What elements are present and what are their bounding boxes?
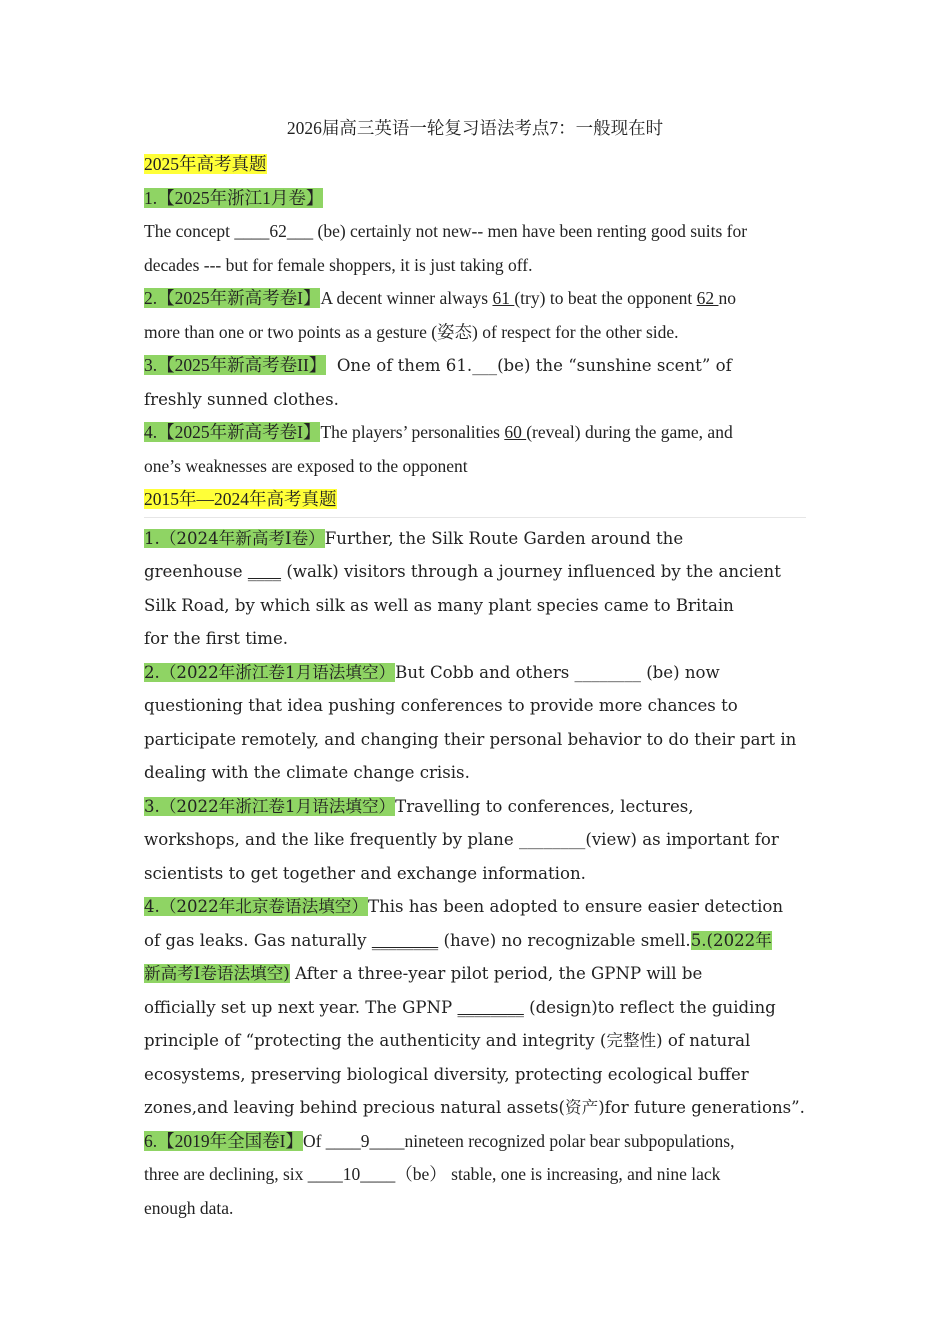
question-tag: 5.(2022年 xyxy=(690,930,772,950)
question-item: 2.【2025年新高考卷I】A decent winner always 61 (try) to beat the opponent 62 no xyxy=(144,288,736,308)
answer-blank: ____ xyxy=(247,562,282,581)
question-text: decades --- but for female shoppers, it is just taking off. xyxy=(144,254,533,275)
question-item: 4.【2025年新高考卷I】The players’ personalities 60 (reveal) during the game, and xyxy=(144,422,733,442)
question-item: 3.【2025年新高考卷II】 One of them 61.___(be) the “sunshine scent” of xyxy=(144,355,732,375)
question-text: enough data. xyxy=(144,1197,234,1218)
question-text: workshops, and the like frequently by plane ________(view) as important for xyxy=(144,830,779,849)
question-text: questioning that idea pushing conferences to provide more chances to xyxy=(144,696,738,715)
question-text: officially set up next year. The GPNP ________ (design)to reflect the guiding xyxy=(144,997,776,1017)
section-heading-2025: 2025年高考真题 xyxy=(144,154,267,174)
question-tag: 新高考I卷语法填空) xyxy=(144,964,290,983)
question-text: three are declining, six ____10____（be） stable, one is increasing, and nine lack xyxy=(144,1164,721,1184)
question-text: Silk Road, by which silk as well as many plant species came to Britain xyxy=(144,595,734,615)
answer-blank: ________ xyxy=(371,930,439,950)
answer-blank: 61 xyxy=(492,288,515,308)
question-item: 6.【2019年全国卷I】Of ____9____nineteen recognized polar bear subpopulations, xyxy=(144,1130,735,1151)
question-text: for the first time. xyxy=(144,629,289,648)
question-text: zones,and leaving behind precious natural assets(资产)for future generations”. xyxy=(144,1098,805,1117)
question-text: participate remotely, and changing their personal behavior to do their part in xyxy=(144,729,797,749)
question-text: dealing with the climate change crisis. xyxy=(144,763,470,782)
answer-blank: 62 xyxy=(696,288,719,308)
page-title: 2026届高三英语一轮复习语法考点7：一般现在时 xyxy=(286,118,664,138)
answer-blank: ________ xyxy=(457,997,524,1017)
question-text: ecosystems, preserving biological diversity, protecting ecological buffer xyxy=(144,1064,749,1084)
question-tag: 4.（2022年北京卷语法填空） xyxy=(144,897,368,916)
question-item: 4.（2022年北京卷语法填空）This has been adopted to ensure easier detection xyxy=(144,897,784,916)
question-text: of gas leaks. Gas naturally ________ (have) no recognizable smell.5.(2022年 xyxy=(144,930,772,950)
question-text: principle of “protecting the authenticity and integrity (完整性) of natural xyxy=(144,1031,751,1050)
question-tag: 6.【2019年全国卷I】 xyxy=(144,1130,303,1151)
divider xyxy=(144,517,806,518)
question-text: freshly sunned clothes. xyxy=(144,389,339,409)
question-item: 1.（2024年新高考I卷）Further, the Silk Route Garden around the xyxy=(144,528,684,548)
question-tag: 1.【2025年浙江1月卷】 xyxy=(144,187,324,208)
question-text: greenhouse ____ (walk) visitors through a journey influenced by the ancient xyxy=(144,562,781,581)
question-tag: 2.（2022年浙江卷1月语法填空） xyxy=(144,662,396,682)
question-item: 2.（2022年浙江卷1月语法填空）But Cobb and others ________ (be) now xyxy=(144,662,720,682)
question-tag: 1.（2024年新高考I卷） xyxy=(144,528,325,548)
document-body xyxy=(144,148,806,1225)
question-item: 新高考I卷语法填空) After a three-year pilot period, the GPNP will be xyxy=(144,964,703,983)
question-item: 3.（2022年浙江卷1月语法填空）Travelling to conferences, lectures, xyxy=(144,796,694,816)
question-text: one’s weaknesses are exposed to the opponent xyxy=(144,455,468,476)
section-heading-2015-2024: 2015年—2024年高考真题 xyxy=(144,489,337,509)
question-text: more than one or two points as a gesture (姿态) of respect for the other side. xyxy=(144,321,679,342)
question-tag: 2.【2025年新高考卷I】 xyxy=(144,288,321,308)
question-tag: 3.（2022年浙江卷1月语法填空） xyxy=(144,796,396,816)
question-text: The concept ____62___ (be) certainly not new-- men have been renting good suits for xyxy=(144,221,748,241)
question-tag: 4.【2025年新高考卷I】 xyxy=(144,422,321,442)
question-text: scientists to get together and exchange information. xyxy=(144,863,586,883)
question-tag: 3.【2025年新高考卷II】 xyxy=(144,355,327,375)
answer-blank: 60 xyxy=(504,422,527,442)
